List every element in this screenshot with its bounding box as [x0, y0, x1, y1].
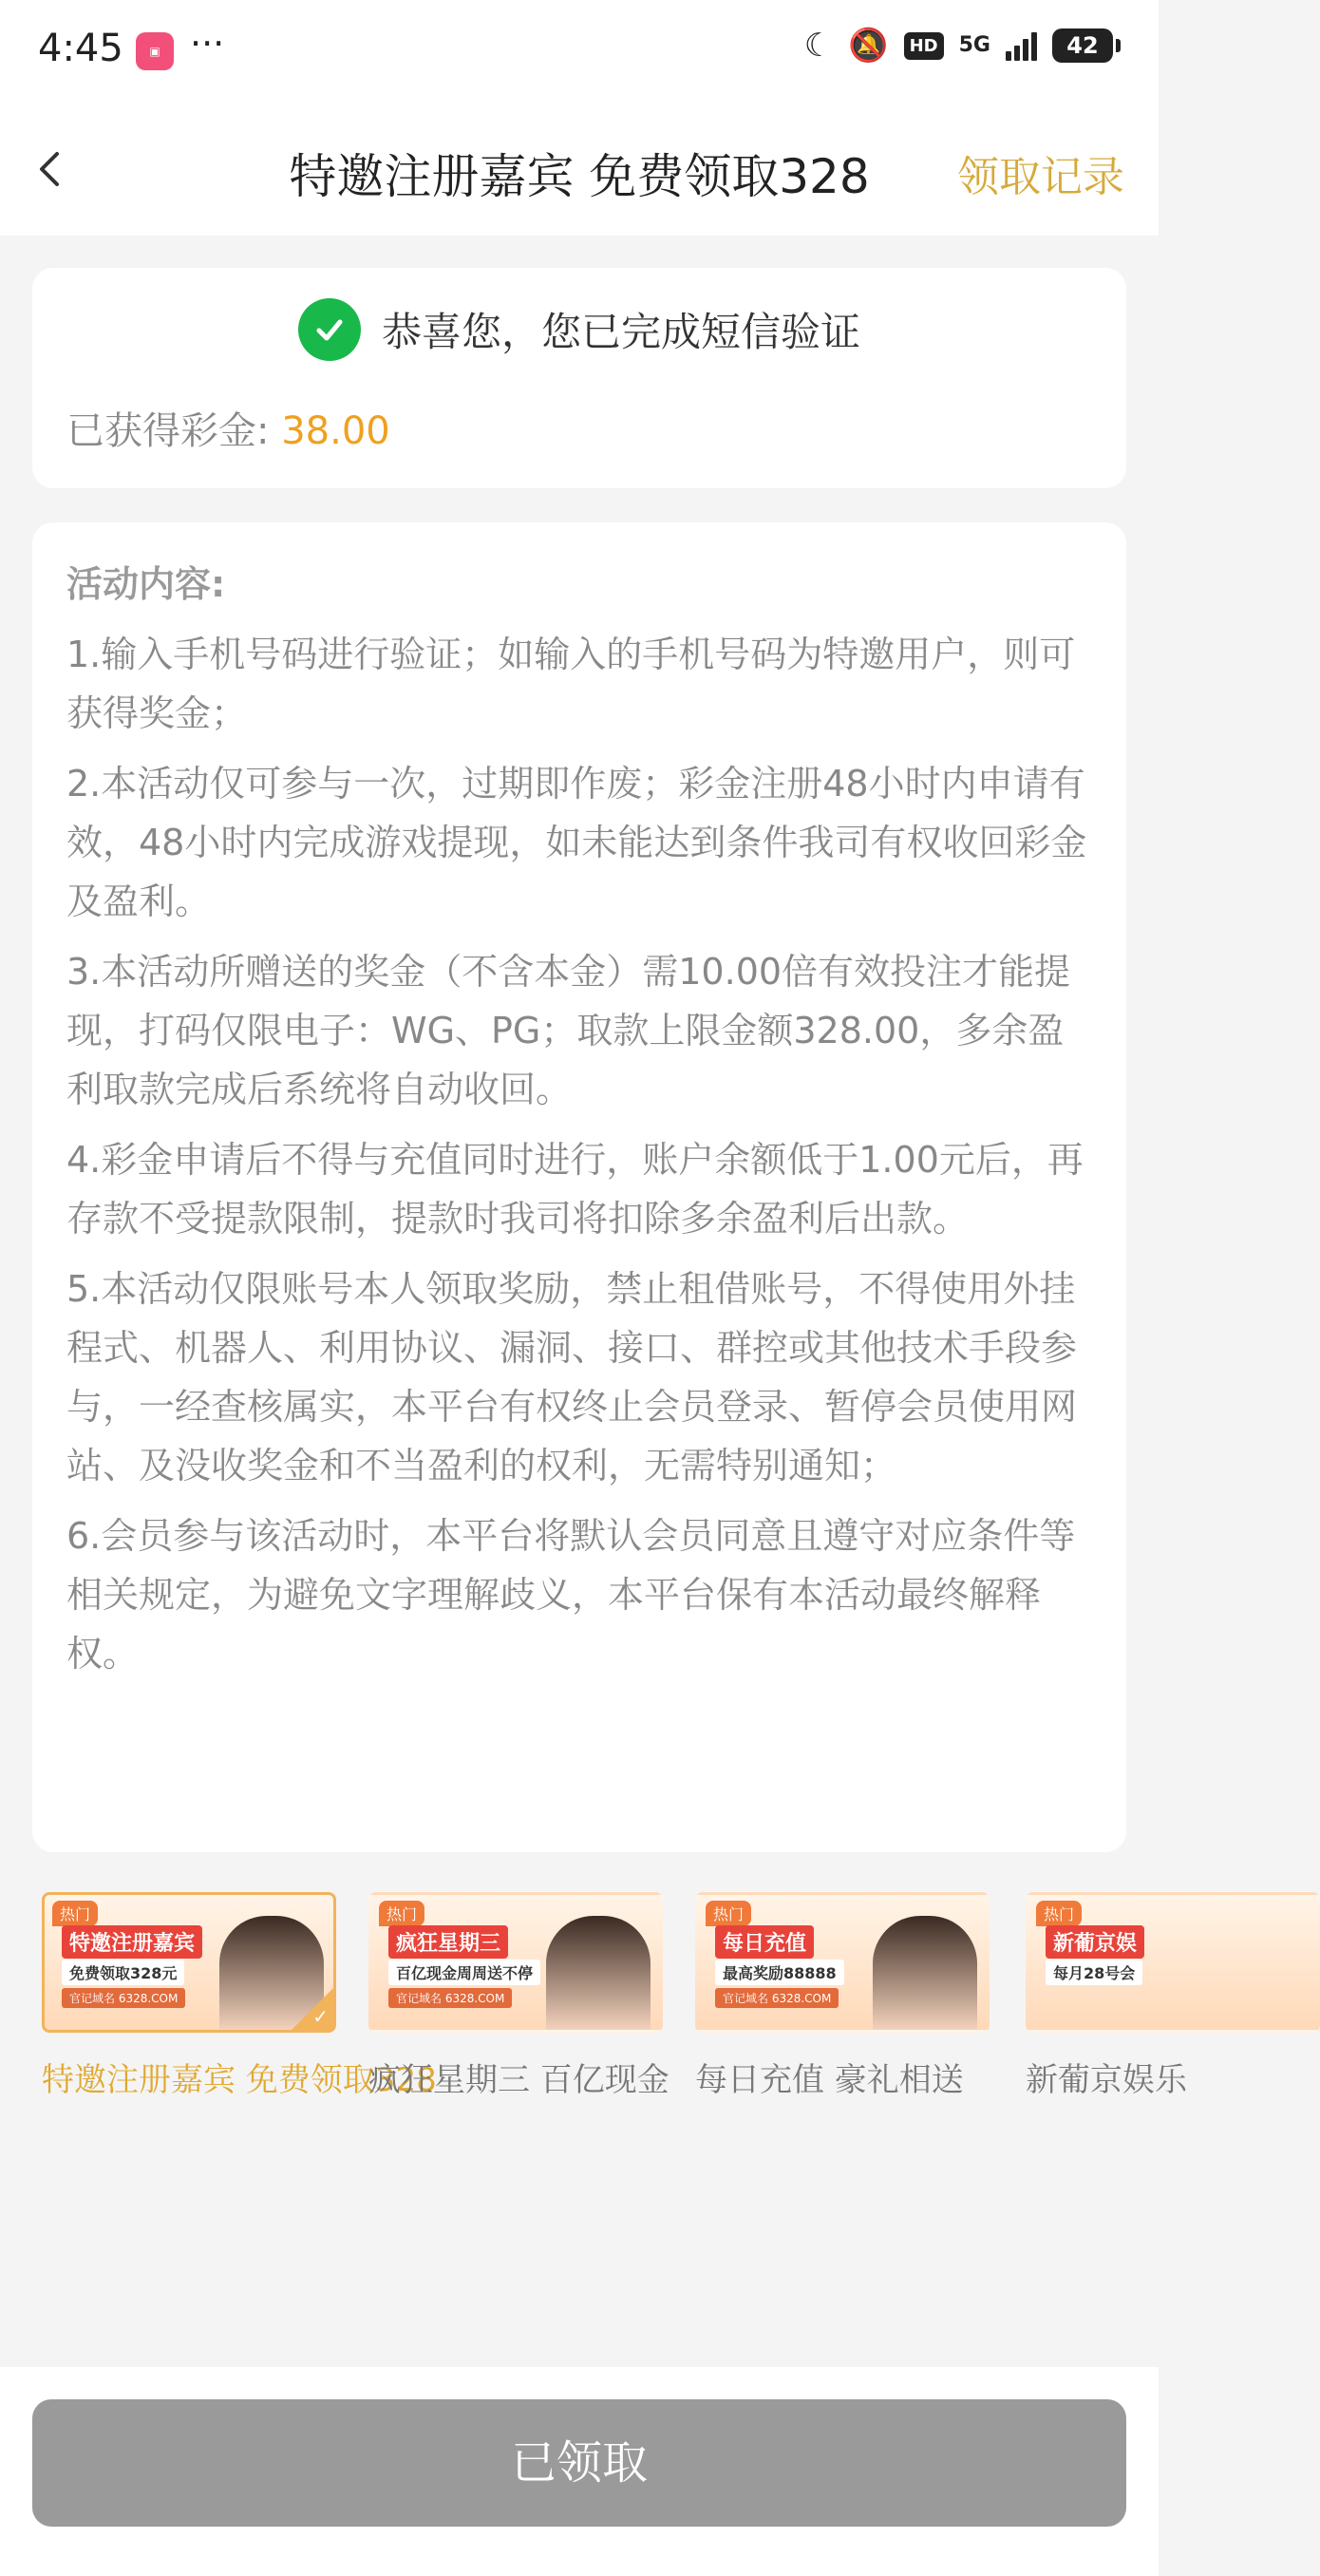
banner-url: 官记域名 6328.COM [388, 1988, 512, 2008]
rule-item: 2.本活动仅可参与一次，过期即作废；彩金注册48小时内申请有效，48小时内完成游戏提现，如未能达到条件我司有权收回彩金及盈利。 [66, 763, 1087, 922]
hot-badge: 热门 [52, 1901, 98, 1926]
status-icons [804, 27, 1113, 65]
bonus-label: 已获得彩金: [66, 409, 270, 453]
rule-item: 1.输入手机号码进行验证；如输入的手机号码为特邀用户，则可获得奖金； [66, 634, 1076, 734]
status-bar [0, 0, 1159, 104]
claim-record-link[interactable]: 领取记录 [957, 153, 1124, 201]
status-time: 4:45 [38, 27, 123, 70]
banner-subtitle: 免费领取328元 [62, 1960, 184, 1985]
verification-message: 恭喜您，您已完成短信验证 [381, 309, 860, 355]
banner-title: 每日充值 [715, 1925, 814, 1959]
rules-title: 活动内容: [66, 563, 226, 605]
verification-card [32, 268, 1126, 488]
verification-status [32, 298, 1126, 361]
network-type: 5G [958, 33, 990, 57]
hd-badge: HD [904, 32, 944, 60]
battery-icon: 42 [1052, 28, 1113, 63]
promo-banner[interactable] [1026, 1892, 1320, 2033]
rule-item: 4.彩金申请后不得与充值同时进行，账户余额低于1.00元后，再存款不受提款限制，提款时我司将扣除多余盈利后出款。 [66, 1139, 1084, 1240]
hot-badge: 热门 [1036, 1901, 1082, 1926]
banner-url: 官记域名 6328.COM [715, 1988, 839, 2008]
rule-item: 5.本活动仅限账号本人领取奖励，禁止租借账号，不得使用外挂程式、机器人、利用协议、漏洞、接口、群控或其他技术手段参与，一经查核属实，本平台有权终止会员登录、暂停会员使用网站、及没收奖金和不当盈利的权利，无需特别通知； [66, 1268, 1078, 1487]
promo-label: 特邀注册嘉宾 免费领取328 [42, 2061, 437, 2099]
rule-item: 6.会员参与该活动时，本平台将默认会员同意且遵守对应条件等相关规定，为避免文字理解歧义，本平台保有本活动最终解释权。 [66, 1515, 1076, 1675]
check-circle-icon [298, 298, 361, 361]
promo-item[interactable] [368, 1892, 669, 2100]
check-icon: ✓ [312, 2005, 329, 2028]
promo-item[interactable] [42, 1892, 437, 2100]
promo-carousel[interactable] [42, 1892, 1187, 2101]
bonus-value: 38.00 [281, 409, 390, 453]
bonus-info [66, 401, 390, 455]
hot-badge: 热门 [379, 1901, 424, 1926]
moon-icon: ☾ [803, 27, 834, 65]
banner-url: 官记域名 6328.COM [62, 1988, 185, 2008]
promo-banner[interactable] [42, 1892, 336, 2033]
app-badge-icon: ▣ [136, 32, 174, 70]
promo-label: 每日充值 豪礼相送 [695, 2061, 964, 2099]
banner-title: 特邀注册嘉宾 [62, 1925, 202, 1959]
mute-icon: 🔕 [848, 27, 889, 65]
banner-title: 新葡京娱 [1046, 1925, 1144, 1959]
signal-icon [1006, 30, 1037, 61]
promo-label: 疯狂星期三 百亿现金 [368, 2061, 669, 2099]
banner-title: 疯狂星期三 [388, 1925, 508, 1959]
promo-banner[interactable] [368, 1892, 663, 2033]
banner-model-image [546, 1916, 651, 2030]
banner-subtitle: 每月28号会 [1046, 1960, 1142, 1985]
promo-banner[interactable] [695, 1892, 990, 2033]
rule-item: 3.本活动所赠送的奖金（不含本金）需10.00倍有效投注才能提现，打码仅限电子：WG、PG；取款上限金额328.00，多余盈利取款完成后系统将自动收回。 [66, 951, 1071, 1110]
promo-item[interactable] [695, 1892, 988, 2100]
nav-header [0, 104, 1159, 236]
promo-item[interactable] [1026, 1892, 1318, 2100]
claimed-button[interactable]: 已领取 [32, 2399, 1126, 2527]
banner-subtitle: 最高奖励88888 [715, 1960, 844, 1985]
hot-badge: 热门 [706, 1901, 751, 1926]
page-title: 特邀注册嘉宾 免费领取328 [289, 149, 870, 204]
banner-subtitle: 百亿现金周周送不停 [388, 1960, 540, 1985]
bottom-bar [0, 2367, 1159, 2576]
more-notifications-icon: ··· [190, 23, 225, 65]
promo-label: 新葡京娱乐 [1026, 2061, 1187, 2099]
banner-model-image [873, 1916, 977, 2030]
rules-card [32, 522, 1126, 1852]
